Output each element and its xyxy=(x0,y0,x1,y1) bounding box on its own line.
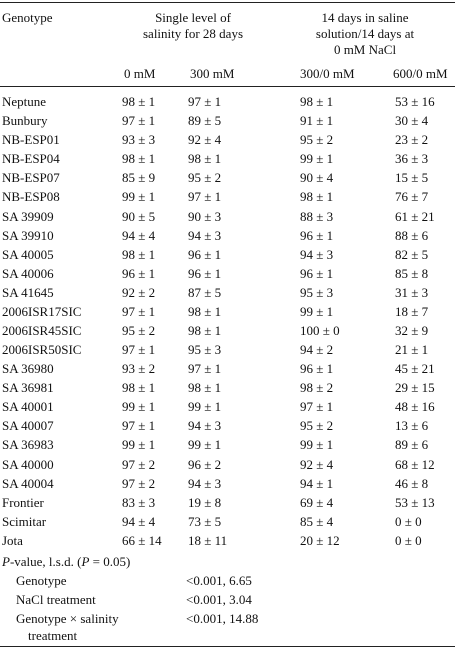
stat-label-interaction-line2: treatment xyxy=(28,628,78,643)
value-300-0mm-cell: 94 ± 2 xyxy=(300,342,334,357)
genotype-cell: Neptune xyxy=(2,94,47,109)
value-600-0mm-cell: 88 ± 6 xyxy=(395,227,429,243)
genotype-cell: SA 39910 xyxy=(2,227,54,243)
genotype-cell: SA 36981 xyxy=(2,380,54,396)
value-300mm-cell: 94 ± 3 xyxy=(188,475,222,491)
genotype-cell: SA 40005 xyxy=(2,246,54,262)
stat-value-nacl: <0.001, 3.04 xyxy=(186,592,252,607)
stat-label-nacl: NaCl treatment xyxy=(16,592,96,607)
group1-header-line2: salinity for 28 days xyxy=(142,26,243,41)
value-0mm-cell: 66 ± 14 xyxy=(122,532,162,548)
value-600-0mm-cell: 36 ± 3 xyxy=(395,151,429,167)
value-0mm-cell: 99 ± 1 xyxy=(122,189,156,205)
stat-value-genotype: <0.001, 6.65 xyxy=(186,573,252,588)
value-600-0mm-cell: 46 ± 8 xyxy=(395,475,429,491)
genotype-cell: SA 40001 xyxy=(2,399,54,415)
value-300-0mm-cell: 92 ± 4 xyxy=(300,456,334,472)
top-rule xyxy=(0,2,455,3)
p-suffix: = 0.05) xyxy=(89,554,131,569)
p-prefix: P xyxy=(2,554,10,569)
value-300mm-cell: 98 ± 1 xyxy=(188,323,222,338)
value-300mm-cell: 94 ± 3 xyxy=(188,418,222,434)
value-600-0mm-cell: 45 ± 21 xyxy=(395,361,435,377)
value-300-0mm-cell: 91 ± 1 xyxy=(300,113,334,129)
value-300-0mm-cell: 100 ± 0 xyxy=(300,323,340,338)
header-rule xyxy=(0,86,455,87)
value-0mm-cell: 98 ± 1 xyxy=(122,94,156,109)
value-0mm-cell: 99 ± 1 xyxy=(122,437,156,453)
bottom-rule xyxy=(0,646,455,647)
genotype-cell: NB-ESP01 xyxy=(2,132,60,148)
value-0mm-cell: 97 ± 1 xyxy=(122,113,156,129)
value-600-0mm-cell: 61 ± 21 xyxy=(395,208,435,224)
stat-label-genotype: Genotype xyxy=(16,573,67,588)
value-300-0mm-cell: 96 ± 1 xyxy=(300,265,334,281)
value-300-0mm-cell: 94 ± 1 xyxy=(300,475,334,491)
value-0mm-cell: 98 ± 1 xyxy=(122,380,156,396)
p-mid: -value, l.s.d. ( xyxy=(9,554,82,569)
value-600-0mm-cell: 85 ± 8 xyxy=(395,265,429,281)
value-300mm-cell: 89 ± 5 xyxy=(188,113,222,129)
col-header-300-0mm: 300/0 mM xyxy=(300,66,355,81)
value-300mm-cell: 92 ± 4 xyxy=(188,132,222,148)
value-600-0mm-cell: 18 ± 7 xyxy=(395,303,429,319)
genotype-cell: Jota xyxy=(2,532,23,548)
stat-value-interaction: <0.001, 14.88 xyxy=(186,611,259,626)
genotype-cell: SA 41645 xyxy=(2,284,54,300)
value-600-0mm-cell: 21 ± 1 xyxy=(395,342,429,357)
value-300-0mm-cell: 98 ± 2 xyxy=(300,380,334,396)
genotype-cell: SA 40004 xyxy=(2,475,54,491)
col-header-600-0mm: 600/0 mM xyxy=(393,66,448,81)
value-300-0mm-cell: 99 ± 1 xyxy=(300,437,334,453)
value-0mm-cell: 92 ± 2 xyxy=(122,284,156,300)
group1-header-line1: Single level of xyxy=(155,10,231,25)
value-300mm-cell: 94 ± 3 xyxy=(188,227,222,243)
value-300-0mm-cell: 98 ± 1 xyxy=(300,94,334,109)
value-300mm-cell: 73 ± 5 xyxy=(188,513,222,529)
value-300mm-cell: 96 ± 1 xyxy=(188,265,222,281)
col-header-0mm: 0 mM xyxy=(124,66,156,81)
value-600-0mm-cell: 15 ± 5 xyxy=(395,170,429,186)
value-0mm-cell: 98 ± 1 xyxy=(122,246,156,262)
value-600-0mm-cell: 0 ± 0 xyxy=(395,532,422,548)
value-300-0mm-cell: 96 ± 1 xyxy=(300,227,334,243)
group2-header-line2: solution/14 days at xyxy=(315,26,415,41)
value-300mm-cell: 97 ± 1 xyxy=(188,361,222,377)
value-0mm-cell: 85 ± 9 xyxy=(122,170,156,186)
value-0mm-cell: 90 ± 5 xyxy=(122,208,156,224)
value-300-0mm-cell: 85 ± 4 xyxy=(300,513,334,529)
value-600-0mm-cell: 32 ± 9 xyxy=(395,323,429,338)
genotype-cell: NB-ESP04 xyxy=(2,151,60,167)
value-600-0mm-cell: 29 ± 15 xyxy=(395,380,435,396)
value-0mm-cell: 99 ± 1 xyxy=(122,399,156,415)
genotype-cell: SA 40007 xyxy=(2,418,54,434)
genotype-cell: Scimitar xyxy=(2,513,47,529)
value-300mm-cell: 95 ± 3 xyxy=(188,342,222,357)
value-600-0mm-cell: 31 ± 3 xyxy=(395,284,429,300)
value-300mm-cell: 99 ± 1 xyxy=(188,437,222,453)
value-0mm-cell: 94 ± 4 xyxy=(122,513,156,529)
genotype-header: Genotype xyxy=(2,10,53,25)
value-300mm-cell: 96 ± 2 xyxy=(188,456,222,472)
genotype-cell: NB-ESP08 xyxy=(2,189,60,205)
value-300-0mm-cell: 95 ± 2 xyxy=(300,132,334,148)
value-0mm-cell: 97 ± 1 xyxy=(122,303,156,319)
genotype-cell: SA 36983 xyxy=(2,437,54,453)
value-0mm-cell: 97 ± 1 xyxy=(122,418,156,434)
value-300mm-cell: 87 ± 5 xyxy=(188,284,222,300)
genotype-cell: NB-ESP07 xyxy=(2,170,60,186)
value-600-0mm-cell: 53 ± 13 xyxy=(395,494,435,510)
value-600-0mm-cell: 0 ± 0 xyxy=(395,513,422,529)
value-300mm-cell: 98 ± 1 xyxy=(188,380,222,396)
value-300-0mm-cell: 90 ± 4 xyxy=(300,170,334,186)
genotype-cell: 2006ISR50SIC xyxy=(2,342,82,357)
genotype-cell: SA 39909 xyxy=(2,208,54,224)
value-300-0mm-cell: 69 ± 4 xyxy=(300,494,334,510)
group1-header xyxy=(118,10,268,42)
value-300-0mm-cell: 95 ± 3 xyxy=(300,284,334,300)
genotype-cell: SA 40000 xyxy=(2,456,54,472)
value-300-0mm-cell: 96 ± 1 xyxy=(300,361,334,377)
value-0mm-cell: 97 ± 2 xyxy=(122,456,156,472)
group2-header-line3: 0 mM NaCl xyxy=(333,42,397,57)
value-0mm-cell: 93 ± 2 xyxy=(122,361,156,377)
p-value-title xyxy=(2,554,130,570)
genotype-cell: Bunbury xyxy=(2,113,48,129)
value-300mm-cell: 19 ± 8 xyxy=(188,494,222,510)
value-600-0mm-cell: 53 ± 16 xyxy=(395,94,435,109)
value-600-0mm-cell: 89 ± 6 xyxy=(395,437,429,453)
value-300-0mm-cell: 98 ± 1 xyxy=(300,189,334,205)
value-600-0mm-cell: 23 ± 2 xyxy=(395,132,429,148)
value-0mm-cell: 93 ± 3 xyxy=(122,132,156,148)
value-0mm-cell: 98 ± 1 xyxy=(122,151,156,167)
value-600-0mm-cell: 30 ± 4 xyxy=(395,113,429,129)
genotype-cell: 2006ISR45SIC xyxy=(2,323,82,338)
value-600-0mm-cell: 48 ± 16 xyxy=(395,399,435,415)
value-300-0mm-cell: 20 ± 12 xyxy=(300,532,340,548)
value-300mm-cell: 18 ± 11 xyxy=(188,532,228,548)
value-300mm-cell: 97 ± 1 xyxy=(188,94,222,109)
value-300mm-cell: 99 ± 1 xyxy=(188,399,222,415)
value-300-0mm-cell: 94 ± 3 xyxy=(300,246,334,262)
value-300-0mm-cell: 97 ± 1 xyxy=(300,399,334,415)
group2-header xyxy=(290,10,440,58)
value-600-0mm-cell: 76 ± 7 xyxy=(395,189,429,205)
value-0mm-cell: 83 ± 3 xyxy=(122,494,156,510)
genotype-cell: 2006ISR17SIC xyxy=(2,303,82,319)
value-300mm-cell: 96 ± 1 xyxy=(188,246,222,262)
value-600-0mm-cell: 68 ± 12 xyxy=(395,456,435,472)
value-300mm-cell: 98 ± 1 xyxy=(188,303,222,319)
value-600-0mm-cell: 82 ± 5 xyxy=(395,246,429,262)
value-600-0mm-cell: 13 ± 6 xyxy=(395,418,429,434)
p-var: P xyxy=(81,554,90,569)
value-300mm-cell: 98 ± 1 xyxy=(188,151,222,167)
value-0mm-cell: 97 ± 1 xyxy=(122,342,156,357)
group2-header-line1: 14 days in saline xyxy=(321,10,409,25)
value-0mm-cell: 97 ± 2 xyxy=(122,475,156,491)
value-300mm-cell: 90 ± 3 xyxy=(188,208,222,224)
value-300-0mm-cell: 88 ± 3 xyxy=(300,208,334,224)
value-0mm-cell: 95 ± 2 xyxy=(122,323,156,338)
value-0mm-cell: 96 ± 1 xyxy=(122,265,156,281)
value-300mm-cell: 97 ± 1 xyxy=(188,189,222,205)
genotype-cell: SA 40006 xyxy=(2,265,54,281)
value-300-0mm-cell: 95 ± 2 xyxy=(300,418,334,434)
value-300-0mm-cell: 99 ± 1 xyxy=(300,303,334,319)
col-header-300mm: 300 mM xyxy=(190,66,235,81)
stat-label-interaction: Genotype × salinity xyxy=(16,611,119,626)
value-300mm-cell: 95 ± 2 xyxy=(188,170,222,186)
genotype-cell: Frontier xyxy=(2,494,44,510)
value-300-0mm-cell: 99 ± 1 xyxy=(300,151,334,167)
genotype-cell: SA 36980 xyxy=(2,361,54,377)
value-0mm-cell: 94 ± 4 xyxy=(122,227,156,243)
